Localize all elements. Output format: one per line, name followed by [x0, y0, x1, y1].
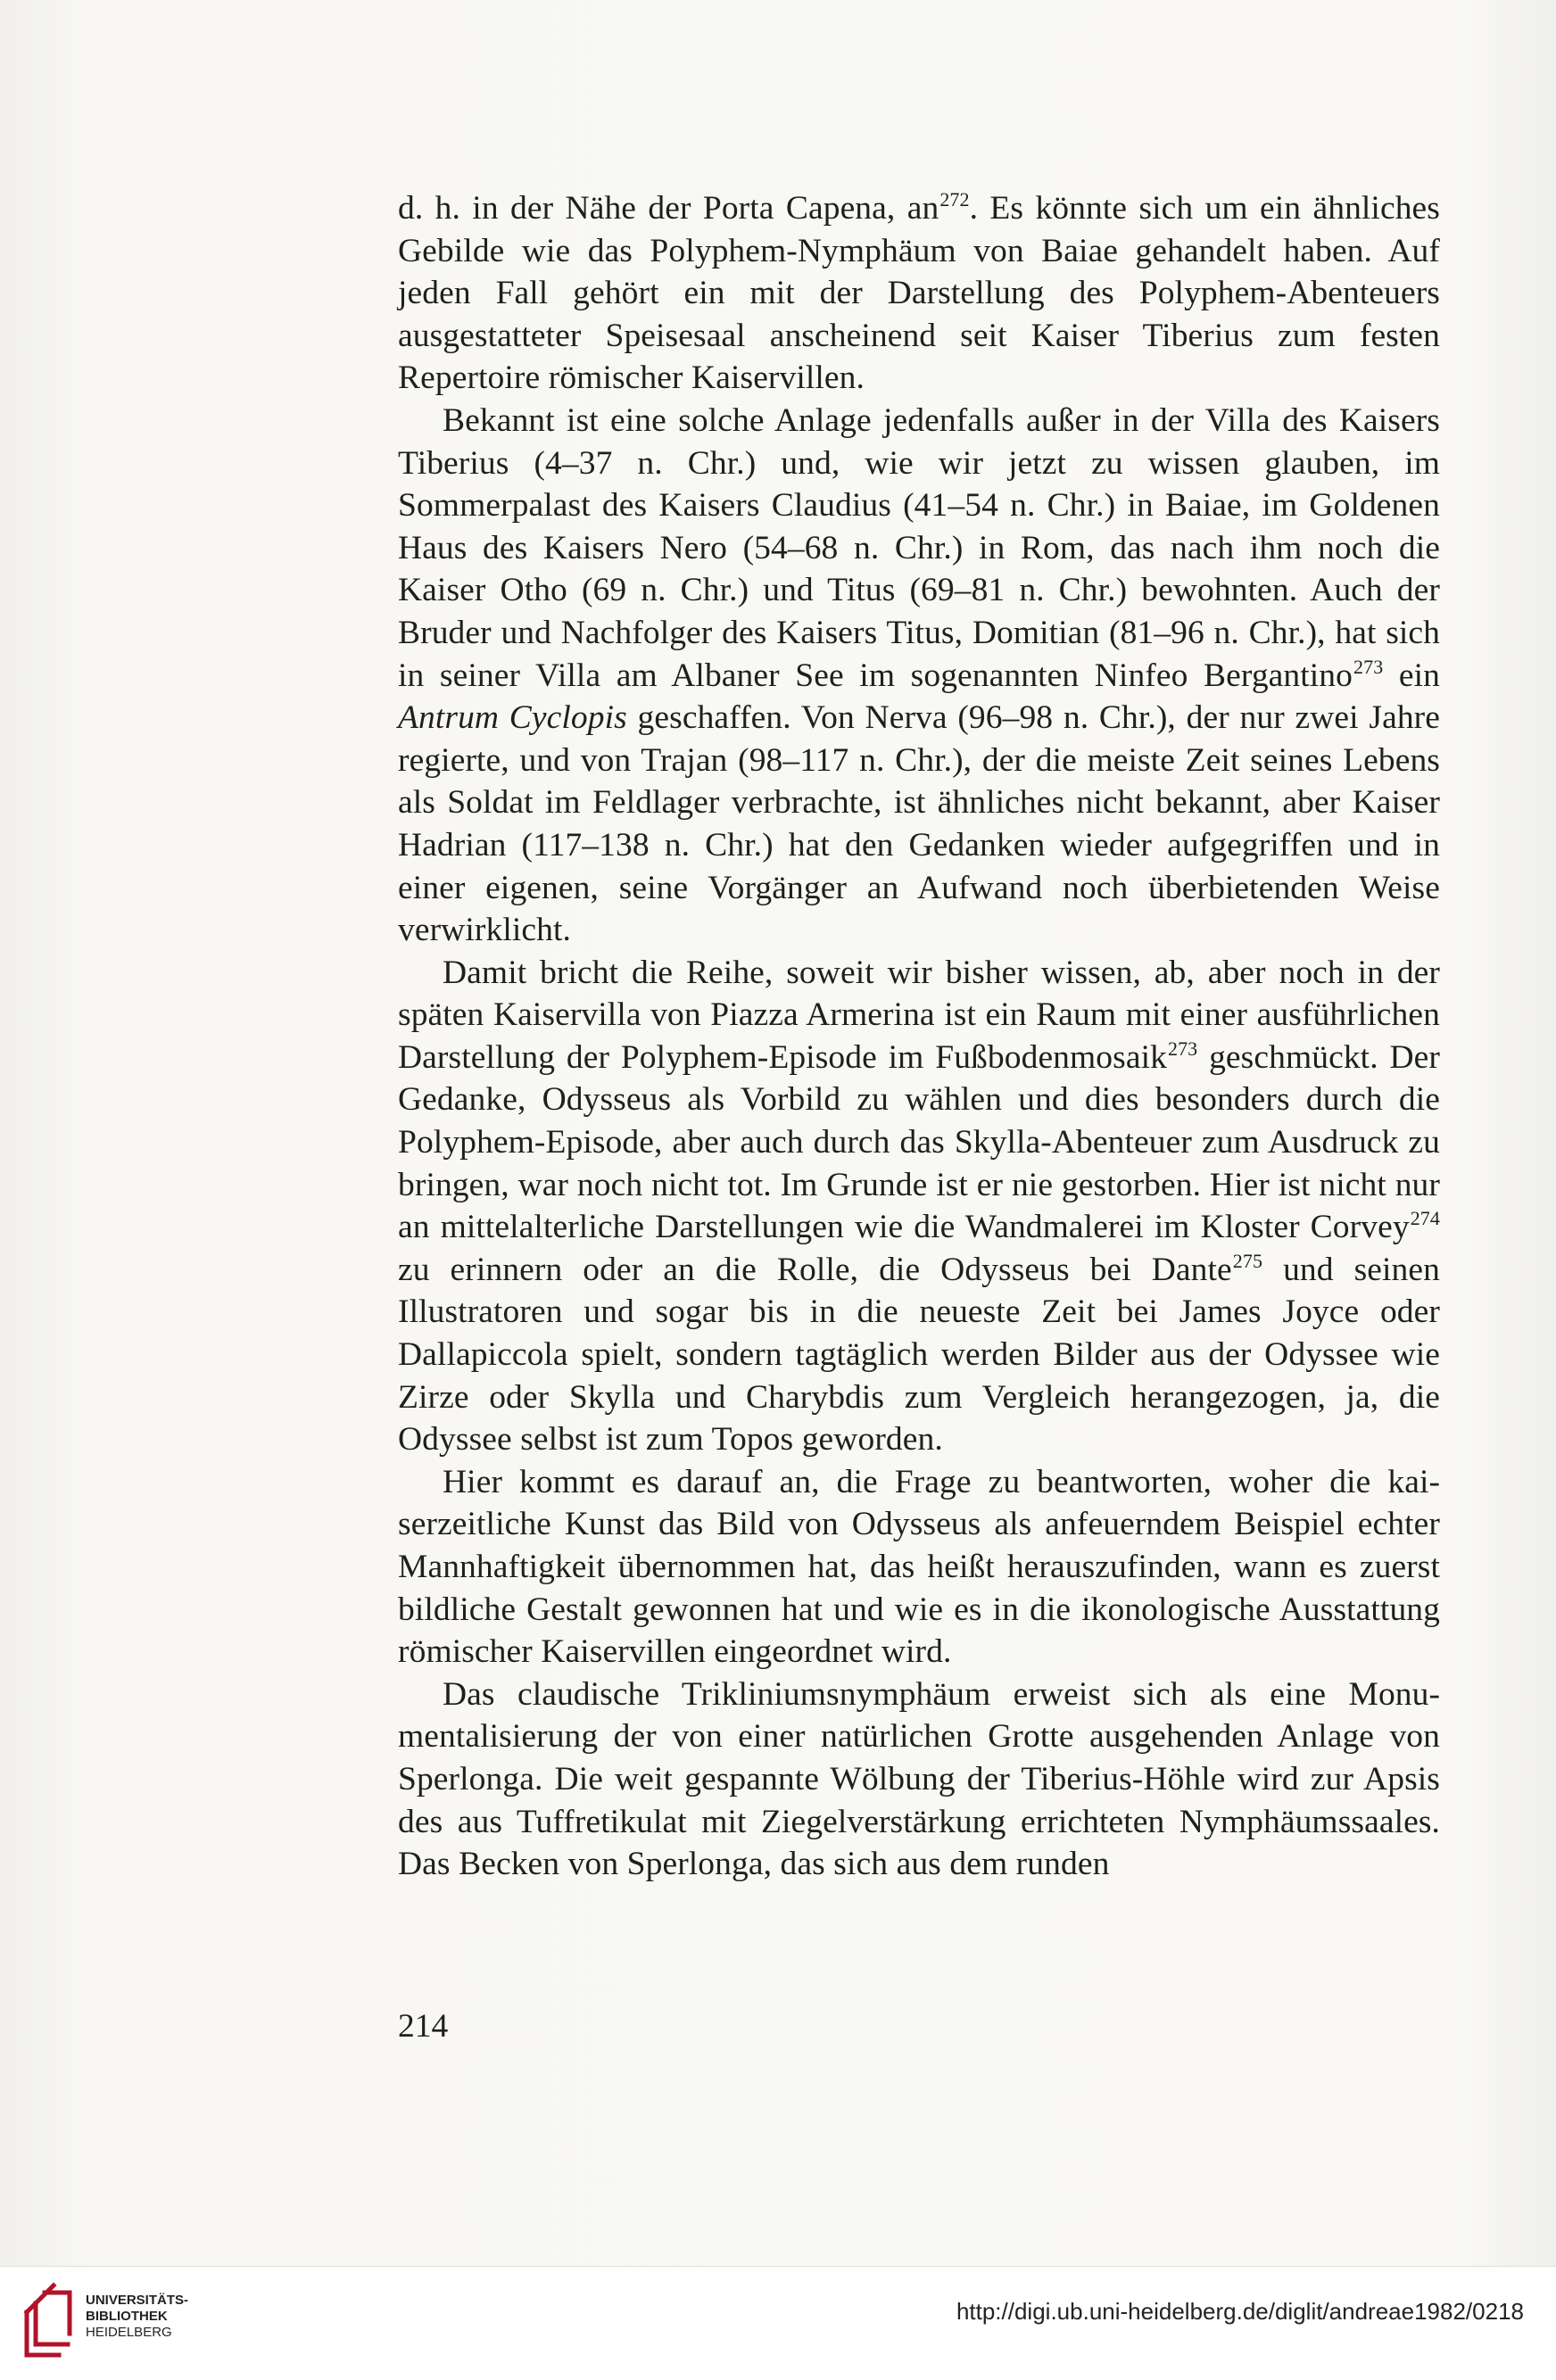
footnote-marker[interactable]: 275 [1232, 1249, 1263, 1272]
text-run: geschaffen. Von Nerva (96–98 n. Chr.), der nur zwei Jahre regierte, und von Trajan (98–117 n. Chr.), der die meiste Zeit seines Lebens als Soldat im Feldlager verbrachte, ist ähnliches nicht bekannt, aber Kaiser Hadrian (117–138 n. Chr.) hat den Gedanken wieder aufgegriffen und in einer eigenen, seine Vorgänger an Aufwand noch überbietenden Weise verwirklicht. [398, 699, 1440, 949]
page-number: 214 [398, 2008, 449, 2045]
ub-heidelberg-logo-icon[interactable] [20, 2280, 77, 2360]
footnote-marker[interactable]: 272 [939, 188, 970, 211]
text-run: geschmückt. Der Gedanke, Odysseus als Vorbild zu wählen und dies besonders durch die Polyphem-Episode, aber auch durch das Skylla-Abenteuer zum Ausdruck zu bringen, war noch nicht tot. Im Grunde ist er nie gestorben. Hier ist nicht nur an mittelalterliche Darstellungen wie die Wandmalerei im Kloster Corvey [398, 1038, 1440, 1246]
paragraph [398, 1461, 1440, 1673]
text-run: . Es könnte sich um ein ähnliches Gebilde wie das Polyphem-Nymphäum von Baiae gehandelt haben. Auf jeden Fall gehört ein mit der Darstellung des Polyphem-Abenteuers ausgestatteter Speisesaal anscheinend seit Kaiser Tiberius zum festen Repertoire römischer Kaiservillen. [398, 190, 1440, 397]
footnote-marker[interactable]: 273 [1353, 655, 1384, 678]
text-run: ein [1383, 657, 1440, 694]
italic-text: Antrum Cyclopis [398, 699, 627, 737]
library-name[interactable] [86, 2293, 188, 2341]
paragraph [398, 1673, 1440, 1886]
paragraph [398, 952, 1440, 1461]
text-run: d. h. in der Nähe der Porta Capena, an [398, 190, 939, 227]
text-run: Bekannt ist eine solche Anlage jedenfalls außer in der Villa des Kaisers Tiberius (4–37 n. Chr.) und, wie wir jetzt zu wissen glauben, im Sommerpalast des Kaisers Claudius (41–54 n. Chr.) in Baiae, im Goldenen Haus des Kaisers Nero (54–68 n. Chr.) in Rom, das nach ihm noch die Kaiser Otho (69 n. Chr.) und Titus (69–81 n. Chr.) bewohnten. Auch der Bruder und Nachfolger des Kaisers Titus, Domitian (81–96 n. Chr.), hat sich in seiner Villa am Albaner See im sogenannten Ninfeo Bergantino [398, 401, 1440, 694]
text-run: Damit bricht die Reihe, soweit wir bisher wissen, ab, aber noch in der späten Kaiservilla von Piazza Armerina ist ein Raum mit einer ausführlichen Darstellung der Polyphem-Episode im Fußbodenmosaik [398, 954, 1440, 1076]
paragraph [398, 187, 1440, 400]
library-name-line1: UNIVERSITÄTS- [86, 2293, 189, 2308]
footnote-marker[interactable]: 273 [1167, 1037, 1198, 1060]
text-run: zu erinnern oder an die Rolle, die Odysseus bei Dante [398, 1251, 1232, 1288]
text-run: und seinen Illustratoren und sogar bis in die neueste Zeit bei James Joyce oder Dallapiccola spielt, sondern tagtäglich werden Bilder aus der Odyssee wie Zirze oder Skylla und Charybdis zum Vergleich herangezogen, ja, die Odyssee selbst ist zum Topos geworden. [398, 1251, 1440, 1459]
body-text [398, 187, 1440, 1886]
library-name-line2: BIBLIOTHEK [86, 2309, 168, 2324]
text-run: Hier kommt es darauf an, die Frage zu beantworten, woher die kaiserzeitliche Kunst das Bild von Odysseus als anfeuerndem Beispiel echter Mannhaftigkeit übernommen hat, das heißt herauszufinden, wann es zuerst bildliche Gestalt gewonnen hat und wie es in die ikonologische Ausstattung römischer Kaiservillen eingeordnet wird. [398, 1463, 1440, 1671]
library-name-line3: HEIDELBERG [86, 2325, 172, 2340]
text-run: Das claudische Trikliniumsnymphäum erweist sich als eine Monumentalisierung der von einer natürlichen Grotte ausgehenden Anlage von Sperlonga. Die weit gespannte Wölbung der Tiberius-Höhle wird zur Apsis des aus Tuffretikulat mit Ziegelverstärkung errichteten Nymphäumssaales. Das Becken von Sperlonga, das sich aus dem runden [398, 1675, 1440, 1883]
paragraph [398, 400, 1440, 952]
footnote-marker[interactable]: 274 [1410, 1207, 1440, 1230]
source-url-link[interactable]: http://digi.ub.uni-heidelberg.de/diglit/andreae1982/0218 [956, 2298, 1524, 2325]
